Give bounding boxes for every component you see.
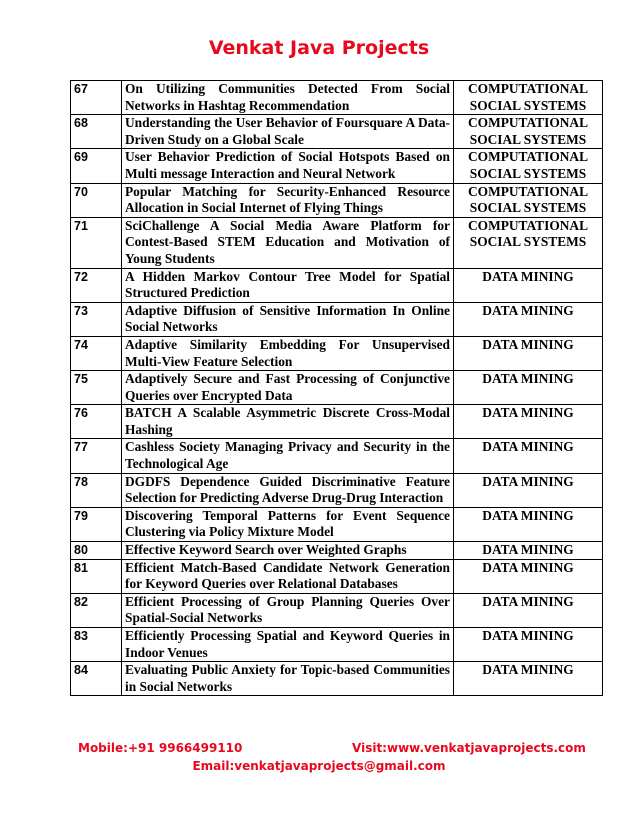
projects-table: [70, 80, 603, 696]
table-row: [71, 405, 603, 439]
project-domain: DATA MINING: [454, 628, 603, 662]
project-number: 69: [71, 149, 122, 183]
project-number: 71: [71, 217, 122, 268]
project-title: User Behavior Prediction of Social Hotspots Based on Multi message Interaction and Neural Network: [122, 149, 454, 183]
project-domain: DATA MINING: [454, 268, 603, 302]
table-row: [71, 149, 603, 183]
project-title: Evaluating Public Anxiety for Topic-based Communities in Social Networks: [122, 662, 454, 696]
page-title: Venkat Java Projects: [208, 37, 430, 59]
table-row: [71, 439, 603, 473]
project-title: DGDFS Dependence Guided Discriminative Feature Selection for Predicting Adverse Drug-Drug Interaction: [122, 473, 454, 507]
table-row: [71, 662, 603, 696]
project-domain: DATA MINING: [454, 371, 603, 405]
project-domain: DATA MINING: [454, 405, 603, 439]
project-domain: DATA MINING: [454, 302, 603, 336]
project-title: Cashless Society Managing Privacy and Security in the Technological Age: [122, 439, 454, 473]
project-domain: COMPUTATIONAL SOCIAL SYSTEMS: [454, 149, 603, 183]
table-row: [71, 628, 603, 662]
project-title: Understanding the User Behavior of Foursquare A Data-Driven Study on a Global Scale: [122, 115, 454, 149]
table-row: [71, 473, 603, 507]
project-domain: COMPUTATIONAL SOCIAL SYSTEMS: [454, 115, 603, 149]
project-number: 67: [71, 81, 122, 115]
project-number: 81: [71, 559, 122, 593]
project-number: 68: [71, 115, 122, 149]
project-title: Effective Keyword Search over Weighted Graphs: [122, 542, 454, 560]
project-number: 79: [71, 507, 122, 541]
project-title: On Utilizing Communities Detected From Social Networks in Hashtag Recommendation: [122, 81, 454, 115]
project-domain: DATA MINING: [454, 662, 603, 696]
project-number: 75: [71, 371, 122, 405]
project-domain: DATA MINING: [454, 593, 603, 627]
project-domain: COMPUTATIONAL SOCIAL SYSTEMS: [454, 81, 603, 115]
table-row: [71, 593, 603, 627]
table-row: [71, 507, 603, 541]
table-row: [71, 302, 603, 336]
table-row: [71, 81, 603, 115]
project-domain: DATA MINING: [454, 507, 603, 541]
project-title: Adaptive Diffusion of Sensitive Information In Online Social Networks: [122, 302, 454, 336]
project-number: 84: [71, 662, 122, 696]
project-domain: DATA MINING: [454, 439, 603, 473]
project-domain: COMPUTATIONAL SOCIAL SYSTEMS: [454, 183, 603, 217]
project-title: Discovering Temporal Patterns for Event Sequence Clustering via Policy Mixture Model: [122, 507, 454, 541]
project-domain: DATA MINING: [454, 473, 603, 507]
project-number: 76: [71, 405, 122, 439]
project-number: 74: [71, 336, 122, 370]
project-number: 73: [71, 302, 122, 336]
footer-email: Email:venkatjavaprojects@gmail.com: [192, 759, 446, 773]
project-title: BATCH A Scalable Asymmetric Discrete Cross-Modal Hashing: [122, 405, 454, 439]
table-row: [71, 371, 603, 405]
project-title: Popular Matching for Security-Enhanced Resource Allocation in Social Internet of Flying Things: [122, 183, 454, 217]
projects-table-body: [71, 81, 603, 696]
project-number: 77: [71, 439, 122, 473]
table-row: [71, 336, 603, 370]
project-domain: DATA MINING: [454, 559, 603, 593]
project-number: 83: [71, 628, 122, 662]
project-title: Adaptive Similarity Embedding For Unsupervised Multi-View Feature Selection: [122, 336, 454, 370]
project-title: Efficiently Processing Spatial and Keyword Queries in Indoor Venues: [122, 628, 454, 662]
project-domain: COMPUTATIONAL SOCIAL SYSTEMS: [454, 217, 603, 268]
project-title: A Hidden Markov Contour Tree Model for Spatial Structured Prediction: [122, 268, 454, 302]
table-row: [71, 183, 603, 217]
table-row: [71, 542, 603, 560]
project-domain: DATA MINING: [454, 336, 603, 370]
project-number: 82: [71, 593, 122, 627]
footer-website: Visit:www.venkatjavaprojects.com: [352, 741, 586, 755]
project-number: 80: [71, 542, 122, 560]
table-row: [71, 268, 603, 302]
project-number: 78: [71, 473, 122, 507]
project-number: 70: [71, 183, 122, 217]
project-domain: DATA MINING: [454, 542, 603, 560]
table-row: [71, 115, 603, 149]
project-title: Adaptively Secure and Fast Processing of Conjunctive Queries over Encrypted Data: [122, 371, 454, 405]
project-title: SciChallenge A Social Media Aware Platform for Contest-Based STEM Education and Motivation of Young Students: [122, 217, 454, 268]
table-row: [71, 559, 603, 593]
project-title: Efficient Processing of Group Planning Queries Over Spatial-Social Networks: [122, 593, 454, 627]
footer-mobile: Mobile:+91 9966499110: [78, 741, 243, 755]
project-title: Efficient Match-Based Candidate Network Generation for Keyword Queries over Relational Databases: [122, 559, 454, 593]
table-row: [71, 217, 603, 268]
project-number: 72: [71, 268, 122, 302]
